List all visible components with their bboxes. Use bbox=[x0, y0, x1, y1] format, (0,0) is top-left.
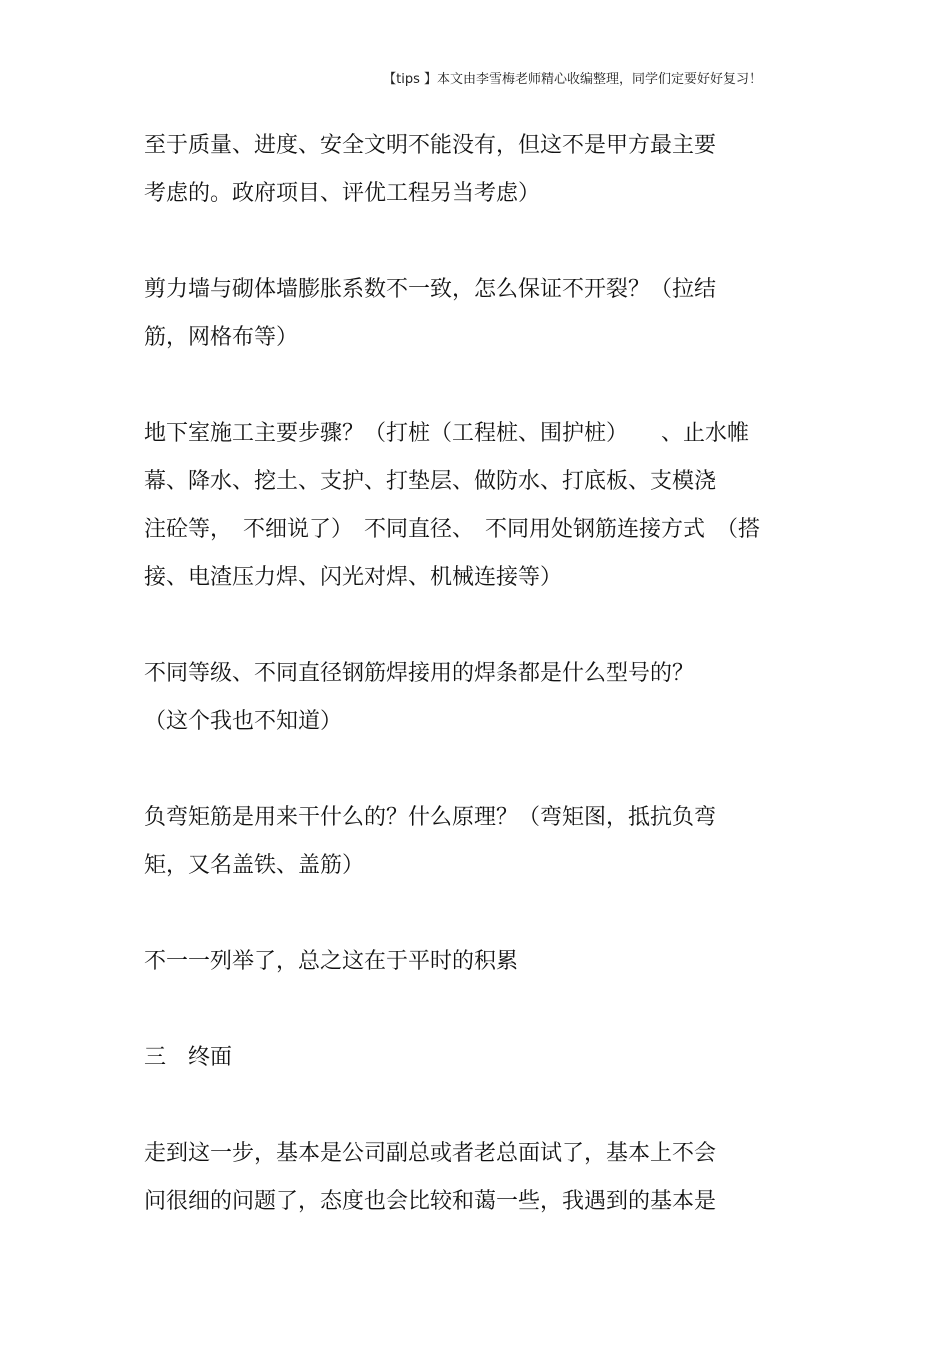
text-line: 问很细的问题了，态度也会比较和蔼一些，我遇到的基本是 bbox=[144, 1189, 717, 1214]
text-line: 至于质量、进度、安全文明不能没有，但这不是甲方最主要 bbox=[144, 133, 717, 158]
section-heading: 三 终面 bbox=[144, 1045, 233, 1070]
text-line: 注砼等， 不细说了） 不同直径、 不同用处钢筋连接方式 （搭 bbox=[144, 517, 761, 542]
text-line: 幕、降水、挖土、支护、打垫层、做防水、打底板、支模浇 bbox=[144, 469, 717, 494]
text-line: 矩，又名盖铁、盖筋） bbox=[144, 853, 365, 878]
text-line: 剪力墙与砌体墙膨胀系数不一致，怎么保证不开裂？（拉结 bbox=[144, 277, 717, 302]
text-line: （这个我也不知道） bbox=[144, 709, 343, 734]
text-line: 筋，网格布等） bbox=[144, 325, 299, 350]
text-line: 不同等级、不同直径钢筋焊接用的焊条都是什么型号的？ bbox=[144, 661, 695, 686]
header-tips-note: 【tips 】本文由李雪梅老师精心收编整理，同学们定要好好复习！ bbox=[383, 72, 762, 87]
text-line: 负弯矩筋是用来干什么的？什么原理？（弯矩图，抵抗负弯 bbox=[144, 805, 717, 830]
text-line: 走到这一步，基本是公司副总或者老总面试了，基本上不会 bbox=[144, 1141, 717, 1166]
text-line: 地下室施工主要步骤？（打桩（工程桩、围护桩） 、止水帷 bbox=[144, 421, 750, 446]
text-line: 考虑的。政府项目、评优工程另当考虑） bbox=[144, 181, 541, 206]
text-line: 不一一列举了，总之这在于平时的积累 bbox=[144, 949, 519, 974]
text-line: 接、电渣压力焊、闪光对焊、机械连接等） bbox=[144, 565, 563, 590]
